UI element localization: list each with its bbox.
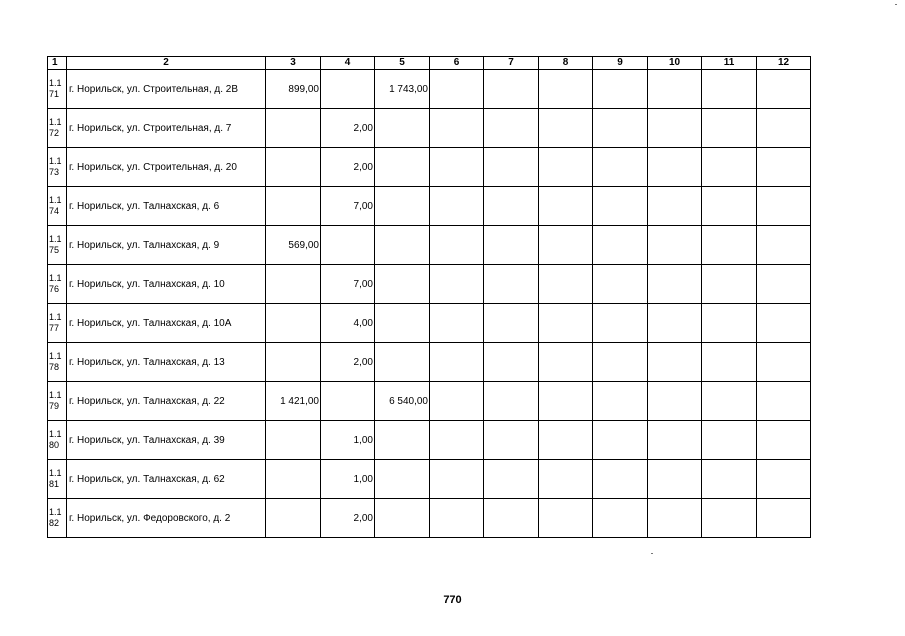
empty-cell [593,109,648,148]
value-cell-c4 [321,382,375,421]
table-row [48,499,811,538]
value-cell-c3 [266,265,321,304]
row-number-suffix: 76 [49,284,60,294]
value-cell-c3 [266,421,321,460]
row-number-prefix: 1.1 [49,429,62,439]
row-number-cell [48,499,67,538]
value-cell-c4: 1,00 [321,421,375,460]
row-number-suffix: 78 [49,362,60,372]
row-number-prefix: 1.1 [49,273,62,283]
empty-cell [430,421,484,460]
empty-cell [430,148,484,187]
value-cell-c5: 1 743,00 [375,70,430,109]
empty-cell [430,382,484,421]
empty-cell [593,343,648,382]
empty-cell [484,304,539,343]
column-header: 7 [484,57,539,70]
value-cell-c5 [375,343,430,382]
empty-cell [539,460,593,499]
empty-cell [593,187,648,226]
empty-cell [430,109,484,148]
empty-cell [484,343,539,382]
empty-cell [702,226,757,265]
row-number-cell [48,304,67,343]
value-cell-c5: 6 540,00 [375,382,430,421]
value-cell-c4: 1,00 [321,460,375,499]
empty-cell [757,109,811,148]
empty-cell [430,70,484,109]
table-row [48,187,811,226]
empty-cell [593,421,648,460]
empty-cell [648,109,702,148]
empty-cell [539,265,593,304]
value-cell-c3 [266,187,321,226]
row-number-suffix: 74 [49,206,60,216]
empty-cell [702,460,757,499]
empty-cell [539,382,593,421]
empty-cell [593,460,648,499]
column-header: 3 [266,57,321,70]
empty-cell [648,421,702,460]
column-header: 10 [648,57,702,70]
empty-cell [430,304,484,343]
address-cell: г. Норильск, ул. Федоровского, д. 2 [67,499,266,538]
empty-cell [702,382,757,421]
value-cell-c4: 7,00 [321,265,375,304]
empty-cell [648,304,702,343]
empty-cell [648,499,702,538]
address-cell: г. Норильск, ул. Талнахская, д. 6 [67,187,266,226]
address-cell: г. Норильск, ул. Строительная, д. 20 [67,148,266,187]
row-number-suffix: 79 [49,401,60,411]
value-cell-c4: 4,00 [321,304,375,343]
header-row [48,57,811,70]
empty-cell [539,148,593,187]
empty-cell [484,499,539,538]
value-cell-c5 [375,148,430,187]
column-header: 2 [67,57,266,70]
empty-cell [702,265,757,304]
empty-cell [539,187,593,226]
value-cell-c3 [266,499,321,538]
row-number-suffix: 73 [49,167,60,177]
address-cell: г. Норильск, ул. Талнахская, д. 9 [67,226,266,265]
data-table [47,56,811,538]
page-number: 770 [443,594,462,606]
table-row [48,265,811,304]
value-cell-c4 [321,226,375,265]
empty-cell [757,460,811,499]
table-row [48,148,811,187]
value-cell-c3: 569,00 [266,226,321,265]
row-number-suffix: 72 [49,128,60,138]
address-cell: г. Норильск, ул. Талнахская, д. 22 [67,382,266,421]
scan-speck [895,4,897,5]
row-number-cell [48,148,67,187]
empty-cell [702,148,757,187]
row-number-suffix: 81 [49,479,60,489]
row-number-prefix: 1.1 [49,195,62,205]
empty-cell [648,226,702,265]
address-cell: г. Норильск, ул. Талнахская, д. 39 [67,421,266,460]
empty-cell [484,265,539,304]
empty-cell [757,187,811,226]
row-number-prefix: 1.1 [49,234,62,244]
empty-cell [702,109,757,148]
table-row [48,382,811,421]
address-cell: г. Норильск, ул. Строительная, д. 7 [67,109,266,148]
value-cell-c4: 2,00 [321,343,375,382]
row-number-cell [48,187,67,226]
empty-cell [539,499,593,538]
row-number-suffix: 82 [49,518,60,528]
address-cell: г. Норильск, ул. Строительная, д. 2В [67,70,266,109]
empty-cell [702,421,757,460]
empty-cell [593,148,648,187]
row-number-prefix: 1.1 [49,351,62,361]
empty-cell [648,187,702,226]
empty-cell [593,265,648,304]
empty-cell [484,382,539,421]
row-number-suffix: 75 [49,245,60,255]
value-cell-c3 [266,460,321,499]
value-cell-c4 [321,70,375,109]
value-cell-c5 [375,304,430,343]
empty-cell [593,70,648,109]
row-number-cell [48,343,67,382]
empty-cell [648,460,702,499]
value-cell-c5 [375,187,430,226]
empty-cell [757,70,811,109]
value-cell-c5 [375,109,430,148]
row-number-prefix: 1.1 [49,468,62,478]
empty-cell [539,343,593,382]
value-cell-c3: 1 421,00 [266,382,321,421]
table-body [48,70,811,538]
empty-cell [430,499,484,538]
value-cell-c4: 2,00 [321,148,375,187]
address-cell: г. Норильск, ул. Талнахская, д. 10 [67,265,266,304]
column-header: 6 [430,57,484,70]
empty-cell [539,421,593,460]
empty-cell [702,343,757,382]
empty-cell [593,499,648,538]
column-header: 4 [321,57,375,70]
column-header: 5 [375,57,430,70]
value-cell-c5 [375,421,430,460]
empty-cell [757,343,811,382]
empty-cell [484,460,539,499]
empty-cell [484,421,539,460]
row-number-prefix: 1.1 [49,390,62,400]
empty-cell [484,109,539,148]
empty-cell [539,109,593,148]
table-row [48,343,811,382]
row-number-suffix: 77 [49,323,60,333]
empty-cell [539,304,593,343]
empty-cell [430,187,484,226]
value-cell-c5 [375,226,430,265]
empty-cell [648,70,702,109]
table-row [48,460,811,499]
empty-cell [648,265,702,304]
value-cell-c5 [375,460,430,499]
empty-cell [757,421,811,460]
empty-cell [648,343,702,382]
empty-cell [757,226,811,265]
empty-cell [757,499,811,538]
column-header: 12 [757,57,811,70]
value-cell-c3: 899,00 [266,70,321,109]
empty-cell [484,70,539,109]
row-number-cell [48,460,67,499]
empty-cell [430,460,484,499]
empty-cell [484,226,539,265]
empty-cell [757,382,811,421]
row-number-cell [48,421,67,460]
value-cell-c3 [266,343,321,382]
empty-cell [484,148,539,187]
column-header: 9 [593,57,648,70]
row-number-prefix: 1.1 [49,117,62,127]
empty-cell [702,304,757,343]
column-header: 8 [539,57,593,70]
empty-cell [757,148,811,187]
value-cell-c3 [266,304,321,343]
table-row [48,70,811,109]
address-cell: г. Норильск, ул. Талнахская, д. 13 [67,343,266,382]
row-number-prefix: 1.1 [49,78,62,88]
table-row [48,421,811,460]
empty-cell [757,304,811,343]
row-number-cell [48,382,67,421]
empty-cell [430,343,484,382]
empty-cell [702,499,757,538]
row-number-cell [48,70,67,109]
empty-cell [593,382,648,421]
row-number-cell [48,226,67,265]
empty-cell [593,226,648,265]
row-number-suffix: 80 [49,440,60,450]
empty-cell [593,304,648,343]
empty-cell [702,187,757,226]
value-cell-c3 [266,148,321,187]
column-header: 1 [48,57,67,70]
row-number-prefix: 1.1 [49,507,62,517]
empty-cell [539,70,593,109]
address-cell: г. Норильск, ул. Талнахская, д. 62 [67,460,266,499]
row-number-cell [48,109,67,148]
value-cell-c4: 2,00 [321,499,375,538]
table-row [48,226,811,265]
address-cell: г. Норильск, ул. Талнахская, д. 10А [67,304,266,343]
value-cell-c4: 7,00 [321,187,375,226]
empty-cell [648,148,702,187]
value-cell-c5 [375,499,430,538]
row-number-prefix: 1.1 [49,312,62,322]
row-number-cell [48,265,67,304]
table-row [48,304,811,343]
row-number-prefix: 1.1 [49,156,62,166]
value-cell-c3 [266,109,321,148]
empty-cell [702,70,757,109]
empty-cell [757,265,811,304]
empty-cell [430,226,484,265]
scan-speck [651,553,653,554]
value-cell-c5 [375,265,430,304]
empty-cell [648,382,702,421]
row-number-suffix: 71 [49,89,60,99]
empty-cell [539,226,593,265]
table-row [48,109,811,148]
empty-cell [484,187,539,226]
empty-cell [430,265,484,304]
column-header: 11 [702,57,757,70]
value-cell-c4: 2,00 [321,109,375,148]
